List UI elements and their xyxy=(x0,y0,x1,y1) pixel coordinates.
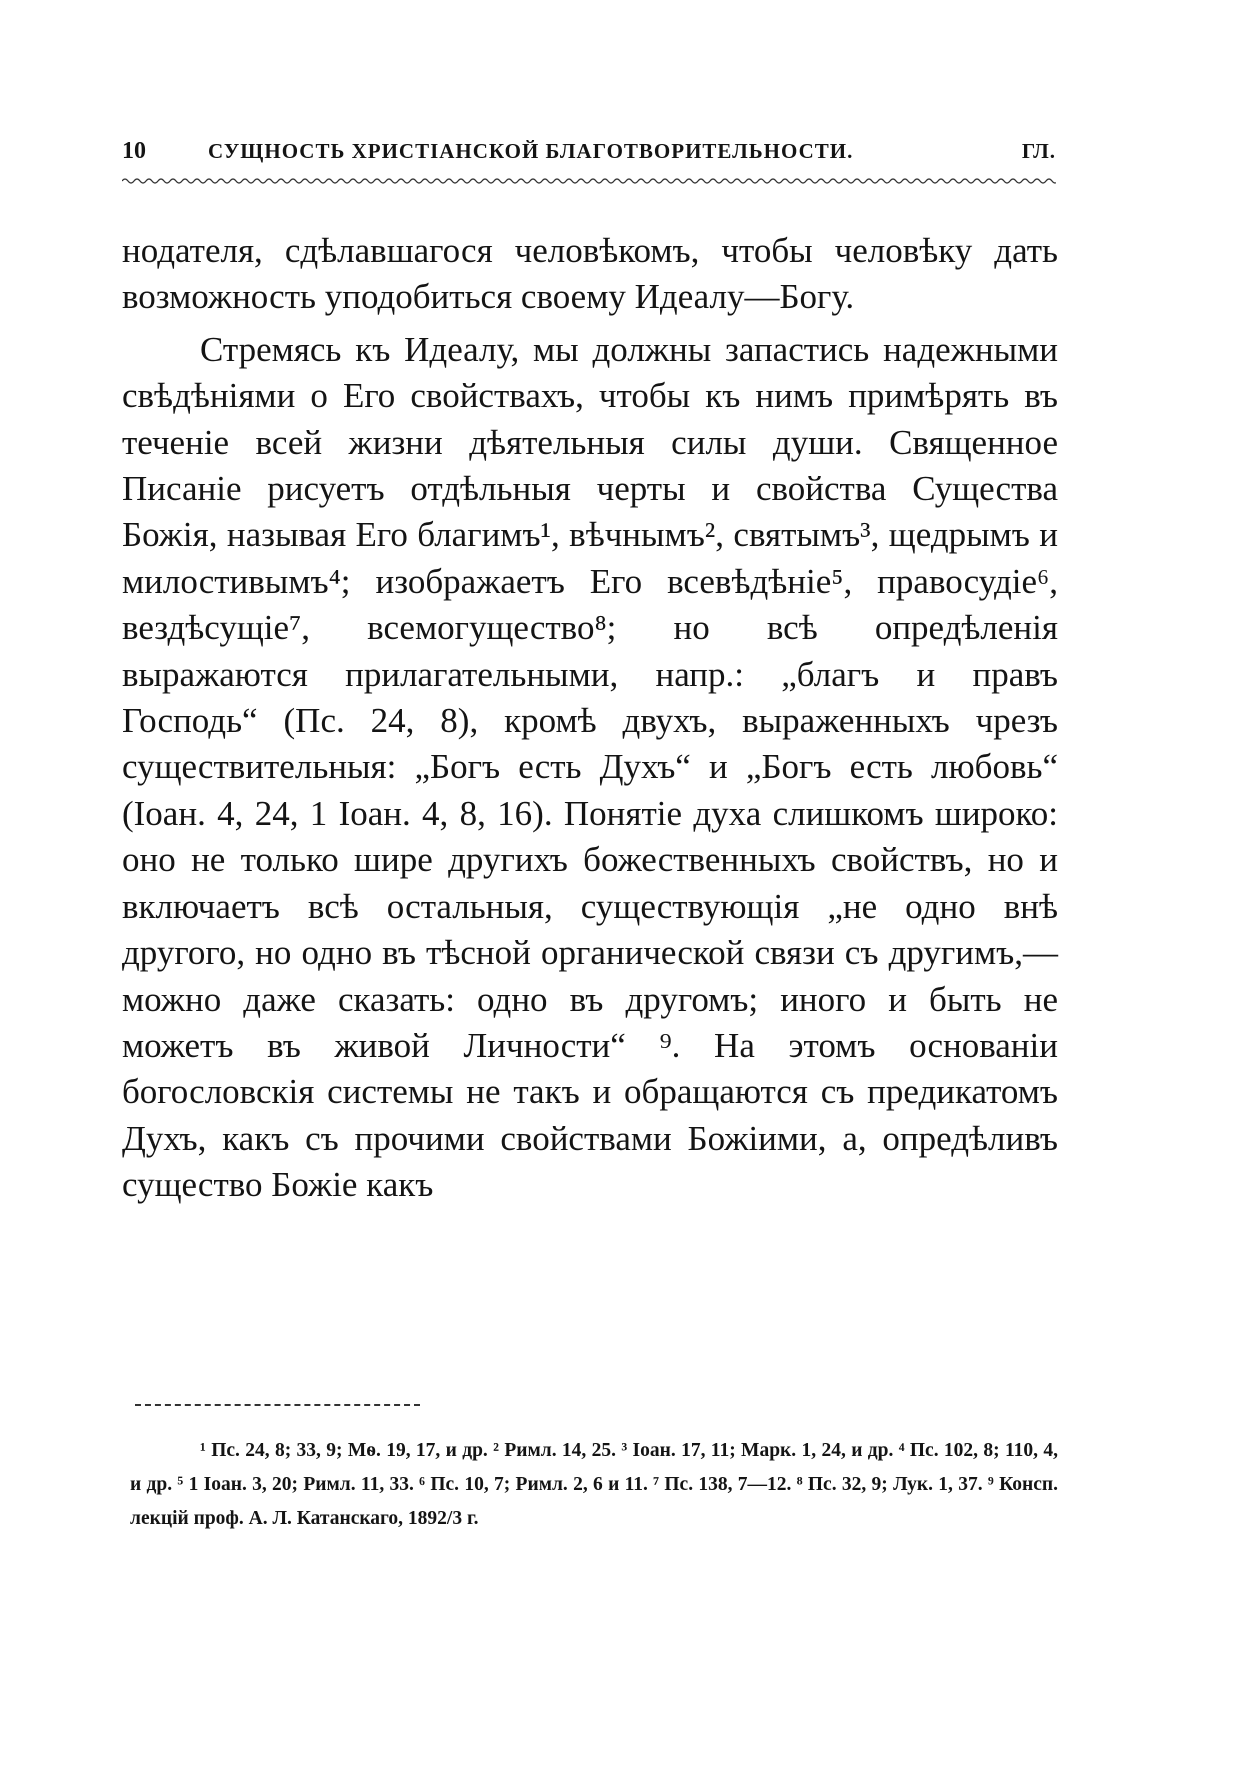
page-number: 10 xyxy=(122,138,146,164)
main-text xyxy=(122,228,1058,1209)
footnote-text: ¹ Пс. 24, 8; 33, 9; Мѳ. 19, 17, и др. ² Римл. 14, 25. ³ Іоан. 17, 11; Марк. 1, 24, и др. ⁴ Пс. 102, 8; 110, 4, и др. ⁵ 1 Іоан. 3, 20; Римл. 11, 33. ⁶ Пс. 10, 7; Римл. 2, 6 и 11. ⁷ Пс. 138, 7—12. ⁸ Пс. 32, 9; Лук. 1, 37. ⁹ Консп. лекцій проф. А. Л. Катанскаго, 1892/3 г. xyxy=(130,1440,1058,1529)
header-wavy-rule xyxy=(122,176,1056,186)
footnotes xyxy=(130,1434,1058,1536)
paragraph: Стремясь къ Идеалу, мы должны запастись надежными свѣдѣніями о Его свойствахъ, чтобы къ нимъ примѣрять въ теченіе всей жизни дѣятельныя силы души. Священное Писаніе рисуетъ отдѣльныя черты и свойства Существа Божія, называя Его благимъ¹, вѣчнымъ², святымъ³, щедрымъ и милостивымъ⁴; изображаетъ Его всевѣдѣніе⁵, правосудіе⁶, вездѣсущіе⁷, всемогущество⁸; но всѣ опредѣленія выражаются прилагательными, напр.: „благъ и правъ Господь“ (Пс. 24, 8), кромѣ двухъ, выраженныхъ чрезъ существительныя: „Богъ есть Духъ“ и „Богъ есть любовь“ (Іоан. 4, 24, 1 Іоан. 4, 8, 16). Понятіе духа слишкомъ широко: оно не только шире другихъ божественныхъ свойствъ, но и включаетъ всѣ остальныя, существующія „не одно внѣ другого, но одно въ тѣсной органической связи съ другимъ,—можно даже сказать: одно въ другомъ; иного и быть не можетъ въ живой Личности“ ⁹. На этомъ основаніи богословскія системы не такъ и обращаются съ предикатомъ Духъ, какъ съ прочими свойствами Божіими, а, опредѣливъ существо Божіе какъ xyxy=(122,329,1058,1205)
chapter-label: ГЛ. xyxy=(1021,139,1056,163)
paragraph-continued: нодателя, сдѣлавшагося человѣкомъ, чтобы человѣку дать возможность уподобиться своему Идеалу—Богу. xyxy=(122,231,1058,317)
footnote-separator xyxy=(135,1404,420,1406)
running-title: СУЩНОСТЬ ХРИСТІАНСКОЙ БЛАГОТВОРИТЕЛЬНОСТИ. xyxy=(208,139,854,163)
running-header xyxy=(122,138,1056,172)
